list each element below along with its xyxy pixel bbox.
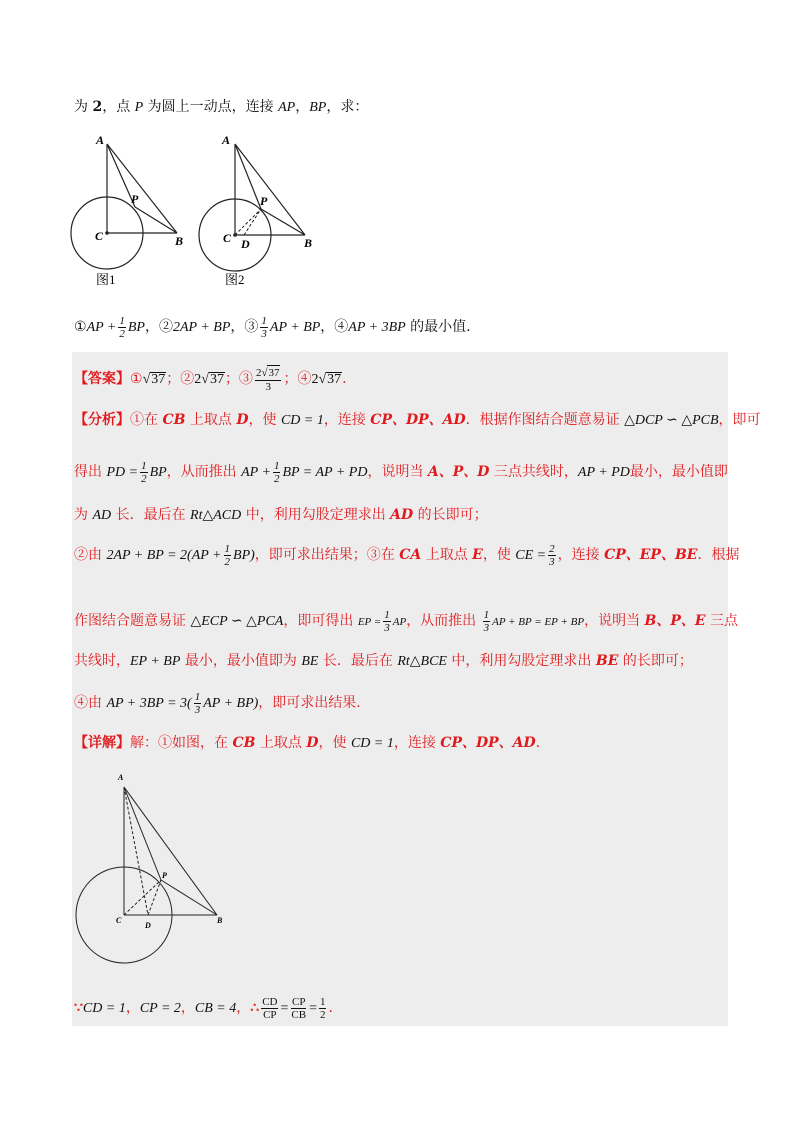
answer-mark: ；② xyxy=(166,371,195,387)
fraction-num: 1 xyxy=(319,995,326,1008)
detail-line xyxy=(74,733,540,754)
fig2-line-bp xyxy=(261,209,305,235)
fraction-num: 1 xyxy=(141,459,147,472)
analysis-math: 2AP + BP = 2(AP + xyxy=(106,548,222,563)
fraction-den: 3 xyxy=(384,621,390,634)
fig1-caption: 图1 xyxy=(96,272,116,287)
analysis-text: ①在 xyxy=(130,412,163,428)
analysis-math: △DCP ∽ △PCB xyxy=(624,413,719,428)
analysis-math: AP + BP = EP + BP xyxy=(492,616,585,628)
detail-var: CB xyxy=(232,735,256,751)
fraction xyxy=(483,609,491,634)
fraction xyxy=(118,315,126,340)
analysis-var: CA xyxy=(399,547,422,563)
analysis-text: 三点共线时， xyxy=(489,464,578,480)
question-mark: ① xyxy=(74,319,87,335)
fig2-label-p: P xyxy=(260,194,268,208)
detail-text: . xyxy=(535,735,541,751)
analysis-line-5 xyxy=(74,604,738,639)
figure-2 xyxy=(194,132,324,292)
fraction-num: 1 xyxy=(384,608,390,621)
detail-text: 解：①如图，在 xyxy=(130,735,233,751)
intro-radius: 2 xyxy=(92,99,103,115)
intro-segment: BP xyxy=(309,100,327,115)
fraction xyxy=(261,996,278,1021)
intro-text: ，求： xyxy=(326,99,369,115)
analysis-math: EP = xyxy=(357,616,382,628)
analysis-text: ④由 xyxy=(74,695,107,711)
question-expr: AP + 3BP xyxy=(348,320,406,335)
fraction xyxy=(290,996,307,1021)
question-mark: ，③ xyxy=(230,319,259,335)
fraction xyxy=(383,609,391,634)
answer-coef: 2 xyxy=(255,367,262,379)
answer-coef: 2 xyxy=(194,372,202,387)
fig3-label-b: B xyxy=(217,916,223,925)
analysis-var: A、P、D xyxy=(427,464,490,480)
answer-line: 【答案】①√37；②2√37；③ $\frac{2√37}{3}$ ；④2√37. xyxy=(74,367,347,393)
fig1-label-c: C xyxy=(95,229,104,243)
analysis-math: AP + BP) xyxy=(203,696,259,711)
analysis-text: ，即可得出 xyxy=(283,613,358,629)
analysis-text: ，从而推出 xyxy=(166,464,242,480)
therefore-symbol: ∴ xyxy=(250,1000,260,1016)
analysis-math: EP + BP xyxy=(130,654,181,669)
final-line xyxy=(74,990,333,1027)
analysis-math: PD = xyxy=(106,465,139,480)
fraction-num: CP xyxy=(291,995,306,1008)
analysis-math: CD = 1 xyxy=(280,413,324,428)
detail-var: D xyxy=(306,735,319,751)
analysis-text: ，即可 xyxy=(718,412,761,428)
analysis-text: 上取点 xyxy=(185,412,237,428)
fraction: $\frac{2√37}{3}$ xyxy=(255,367,280,393)
detail-label: 【详解】 xyxy=(74,735,130,751)
fraction xyxy=(548,543,556,568)
analysis-line-6 xyxy=(74,651,693,672)
analysis-math: BP = AP + PD xyxy=(282,465,368,480)
analysis-var: BE xyxy=(595,653,619,669)
fig2-caption: 图2 xyxy=(225,272,245,287)
figure-3 xyxy=(72,768,242,978)
analysis-math: BP xyxy=(149,465,167,480)
fraction-den: CB xyxy=(291,1008,307,1021)
fraction-den: 2 xyxy=(224,555,231,568)
fig1-line-ab xyxy=(107,144,177,233)
analysis-line-2 xyxy=(74,455,728,490)
analysis-math: AP + 3BP = 3( xyxy=(106,696,192,711)
fraction xyxy=(140,460,148,485)
fig2-line-cp xyxy=(235,209,261,235)
analysis-text: 上取点 xyxy=(421,547,473,563)
fig2-label-b: B xyxy=(304,236,313,250)
analysis-math: BP) xyxy=(233,548,255,563)
intro-text: 为 xyxy=(74,99,93,115)
fig2-label-c: C xyxy=(223,231,232,245)
fig2-line-dp xyxy=(244,209,261,235)
analysis-line-3 xyxy=(74,505,488,526)
final-math: CP = 2 xyxy=(139,1001,181,1016)
fig3-line-ab xyxy=(124,787,217,915)
analysis-text: 最小，最小值即为 xyxy=(180,653,302,669)
fig3-label-p: P xyxy=(162,871,167,880)
fig2-label-d: D xyxy=(241,237,250,251)
question-expr: BP xyxy=(127,320,145,335)
fraction xyxy=(319,996,327,1021)
intro-text: ，点 xyxy=(102,99,135,115)
intro-line xyxy=(74,97,368,118)
analysis-math: △ECP ∽ △PCA xyxy=(190,614,284,629)
sqrt-value: 37 xyxy=(151,372,166,387)
detail-math: CD = 1 xyxy=(350,736,394,751)
analysis-line-7 xyxy=(74,686,361,721)
fraction-den: 2 xyxy=(273,472,280,485)
analysis-math: AP + PD xyxy=(577,465,630,480)
fig3-label-a: A xyxy=(118,773,124,782)
fig3-line-cp xyxy=(124,880,161,915)
analysis-text: 长．最后在 xyxy=(318,653,398,669)
analysis-var: CB xyxy=(162,412,186,428)
analysis-var: CP、EP、BE xyxy=(604,547,698,563)
analysis-text: ，连接 xyxy=(323,412,371,428)
analysis-text: ，即可求出结果. xyxy=(258,695,361,711)
analysis-text: ，即可求出结果；③在 xyxy=(254,547,400,563)
question-expr: AP + BP xyxy=(269,320,321,335)
analysis-text: ②由 xyxy=(74,547,107,563)
fraction xyxy=(260,315,268,340)
analysis-math: Rt△BCE xyxy=(397,654,447,669)
answer-mark: ；③ xyxy=(224,371,253,387)
analysis-var: AD xyxy=(390,507,414,523)
analysis-text: 共线时， xyxy=(74,653,130,669)
detail-var: CP、DP、AD xyxy=(440,735,536,751)
analysis-text: ，说明当 xyxy=(584,613,645,629)
final-math: CB = 4 xyxy=(194,1001,237,1016)
fig1-label-b: B xyxy=(175,234,184,248)
question-mark: ，② xyxy=(144,319,173,335)
question-expr: AP + xyxy=(86,320,117,335)
analysis-text: 的长即可； xyxy=(618,653,693,669)
fraction xyxy=(224,543,232,568)
question-expr: 2AP + BP xyxy=(172,320,231,335)
sqrt-value: 37 xyxy=(327,372,342,387)
fraction-num: CD xyxy=(262,995,278,1008)
analysis-math: AP xyxy=(392,616,407,628)
fraction-den: 3 xyxy=(194,703,201,716)
final-math: CD = 1 xyxy=(82,1001,126,1016)
fraction-num: 2 xyxy=(549,542,555,555)
detail-text: ，连接 xyxy=(393,735,441,751)
answer-mark: ；④ xyxy=(283,371,312,387)
analysis-text: 得出 xyxy=(74,464,107,480)
fig3-line-bp xyxy=(161,880,217,915)
detail-text: 上取点 xyxy=(255,735,307,751)
intro-point: P xyxy=(134,100,144,115)
fig1-center-dot xyxy=(105,231,109,235)
fig1-label-p: P xyxy=(131,192,139,206)
fraction-num: 1 xyxy=(119,314,125,327)
figure-1 xyxy=(68,132,188,292)
analysis-text: ，从而推出 xyxy=(406,613,481,629)
fraction-den: 2 xyxy=(119,327,125,340)
final-sep: ， xyxy=(236,1000,251,1016)
fig2-line-ab xyxy=(235,144,305,235)
analysis-line-1 xyxy=(74,410,761,431)
analysis-text: 三点 xyxy=(705,613,739,629)
analysis-text: ，使 xyxy=(482,547,516,563)
fig3-label-d: D xyxy=(145,921,151,930)
detail-text: ，使 xyxy=(318,735,351,751)
fig3-line-ad xyxy=(124,787,148,915)
analysis-math: BE xyxy=(301,654,319,669)
analysis-math: AP + xyxy=(241,465,271,480)
fig3-line-dp xyxy=(148,880,161,915)
fraction xyxy=(194,691,202,716)
fig1-label-a: A xyxy=(96,133,105,147)
sqrt-value: 37 xyxy=(268,367,280,379)
analysis-var: E xyxy=(472,547,483,563)
intro-text: ， xyxy=(295,99,310,115)
fraction-num: 1 xyxy=(273,459,280,472)
fraction-num: 1 xyxy=(224,542,231,555)
intro-text: 为圆上一动点，连接 xyxy=(143,99,279,115)
fig2-center-dot xyxy=(233,233,237,237)
answer-label: 【答案】 xyxy=(74,371,130,387)
analysis-text: 长．最后在 xyxy=(111,507,191,523)
questions-line xyxy=(74,312,471,343)
fig1-line-bp xyxy=(135,207,177,233)
fig3-label-c: C xyxy=(116,916,122,925)
analysis-text: 最小，最小值即 xyxy=(629,464,728,480)
analysis-text: ，使 xyxy=(248,412,281,428)
fraction-num: 1 xyxy=(483,608,490,621)
sqrt-value: 37 xyxy=(209,372,224,387)
because-symbol: ∵ xyxy=(74,1000,83,1016)
fraction-den: 3 xyxy=(549,555,555,568)
analysis-text: 作图结合题意易证 xyxy=(74,613,191,629)
fraction-den: 3 xyxy=(265,381,271,393)
fraction-den: 2 xyxy=(141,472,147,485)
question-mark: ，④ xyxy=(320,319,349,335)
final-math: = xyxy=(309,1001,317,1016)
fig3-line-ap xyxy=(124,787,161,880)
intro-segment: AP xyxy=(278,100,296,115)
fraction xyxy=(273,460,281,485)
answer-end: . xyxy=(342,371,347,387)
answer-mark: ① xyxy=(130,371,143,387)
analysis-var: CP、DP、AD xyxy=(370,412,466,428)
fraction-num: 1 xyxy=(261,314,267,327)
analysis-math: AD xyxy=(92,508,112,523)
final-math: = xyxy=(280,1001,289,1016)
analysis-math: Rt△ACD xyxy=(190,508,242,523)
question-tail: 的最小值. xyxy=(405,319,471,335)
fig2-label-a: A xyxy=(222,133,231,147)
analysis-text: 为 xyxy=(74,507,93,523)
analysis-text: 中，利用勾股定理求出 xyxy=(446,653,596,669)
fraction-den: 3 xyxy=(483,621,490,634)
analysis-text: ，连接 xyxy=(557,547,605,563)
final-end: . xyxy=(328,1000,333,1016)
analysis-text: ，说明当 xyxy=(367,464,428,480)
final-sep: ， xyxy=(125,1000,140,1016)
fraction-den: CP xyxy=(263,1008,277,1021)
analysis-text: ．根据作图结合题意易证 xyxy=(465,412,625,428)
analysis-label: 【分析】 xyxy=(74,412,130,428)
final-sep: ， xyxy=(180,1000,195,1016)
analysis-var: B、P、E xyxy=(644,613,706,629)
fraction-den: 2 xyxy=(319,1008,326,1021)
analysis-text: 中，利用勾股定理求出 xyxy=(241,507,391,523)
analysis-text: 的长即可； xyxy=(413,507,488,523)
fraction-num: 1 xyxy=(194,690,201,703)
analysis-text: ．根据 xyxy=(697,547,740,563)
fraction-den: 3 xyxy=(261,327,267,340)
answer-coef: 2 xyxy=(311,372,319,387)
analysis-math: CE = xyxy=(515,548,547,563)
analysis-line-4 xyxy=(74,538,739,573)
analysis-var: D xyxy=(236,412,249,428)
